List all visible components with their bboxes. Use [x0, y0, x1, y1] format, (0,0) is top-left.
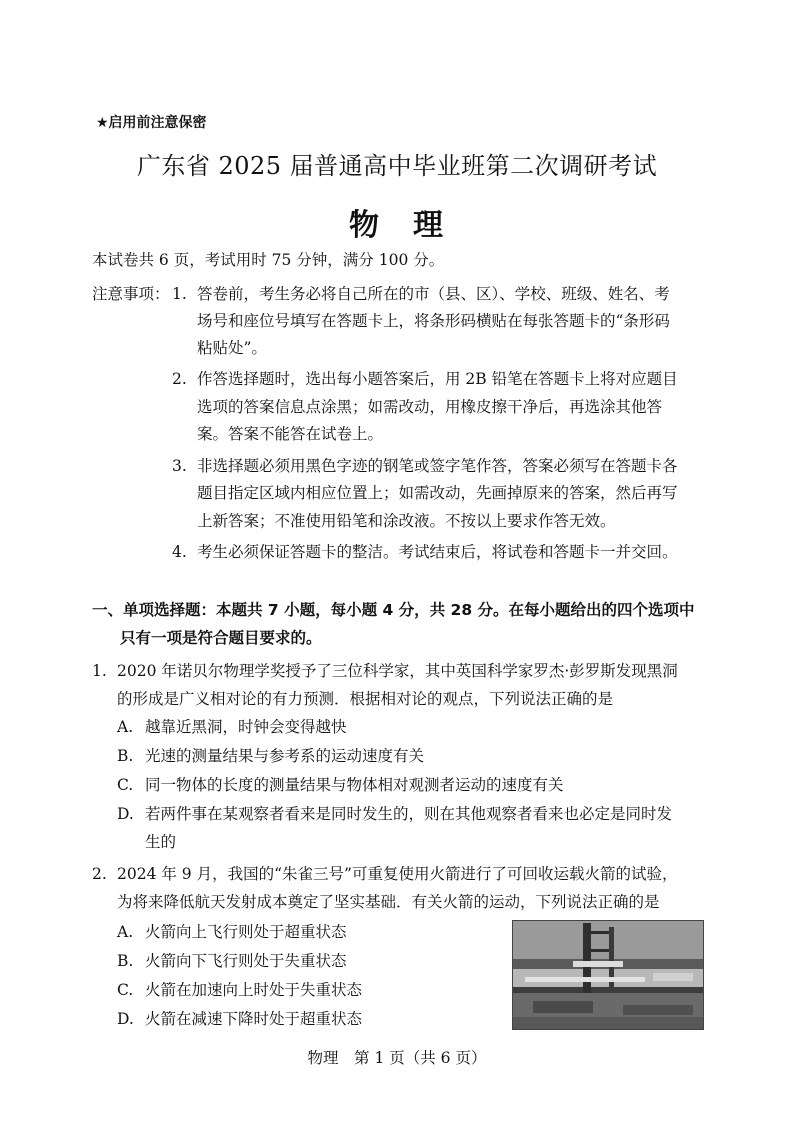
question-stem: 为将来降低航天发射成本奠定了坚实基础．有关火箭的运动，下列说法正确的是	[117, 893, 660, 911]
question-number: 1.	[92, 662, 107, 680]
option-label: A.	[117, 923, 134, 941]
option-label: D.	[117, 805, 134, 823]
exam-intro: 本试卷共 6 页，考试用时 75 分钟，满分 100 分。	[92, 251, 445, 269]
notice-line: 考生必须保证答题卡的整洁。考试结束后，将试卷和答题卡一并交回。	[197, 543, 678, 561]
question-stem: 2024 年 9 月，我国的“朱雀三号”可重复使用火箭进行了可回收运载火箭的试验，	[117, 865, 678, 883]
notice-number: 4.	[172, 543, 187, 561]
exam-title: 广东省 2025 届普通高中毕业班第二次调研考试	[136, 152, 658, 180]
option-text: 火箭向上飞行则处于超重状态	[145, 923, 347, 941]
notice-line: 上新答案；不准使用铅笔和涂改液。不按以上要求作答无效。	[197, 512, 616, 530]
notice-label: 注意事项：	[92, 285, 170, 303]
rocket-photo-graphic	[513, 921, 703, 1029]
option-label: B.	[117, 747, 134, 765]
notice-line: 场号和座位号填写在答题卡上，将条形码横贴在每张答题卡的“条形码	[197, 312, 670, 330]
notice-line: 粘贴处”。	[197, 339, 267, 357]
option-text-cont: 生的	[145, 833, 177, 851]
notice-line: 选项的答案信息点涂黑；如需改动，用橡皮擦干净后，再选涂其他答	[197, 398, 663, 416]
option-text: 光速的测量结果与参考系的运动速度有关	[145, 747, 425, 765]
notice-number: 2.	[172, 370, 187, 388]
option-label: A.	[117, 718, 134, 736]
notice-number: 3.	[172, 457, 187, 475]
option-label: C.	[117, 776, 134, 794]
option-label: C.	[117, 981, 134, 999]
option-text: 同一物体的长度的测量结果与物体相对观测者运动的速度有关	[145, 776, 564, 794]
subject-title: 物 理	[349, 208, 445, 243]
section-heading: 一、单项选择题：本题共 7 小题，每小题 4 分，共 28 分。在每小题给出的四个选项中	[92, 601, 695, 619]
page-footer: 物理 第 1 页（共 6 页）	[307, 1049, 487, 1067]
option-label: B.	[117, 952, 134, 970]
option-text: 若两件事在某观察者看来是同时发生的，则在其他观察者看来也必定是同时发	[145, 805, 673, 823]
option-text: 火箭在加速向上时处于失重状态	[145, 981, 363, 999]
option-text: 越靠近黑洞，时钟会变得越快	[145, 718, 347, 736]
notice-number: 1.	[172, 285, 187, 303]
rocket-launch-photo	[512, 920, 704, 1030]
option-text: 火箭向下飞行则处于失重状态	[145, 952, 347, 970]
section-heading-cont: 只有一项是符合题目要求的。	[120, 629, 322, 647]
question-stem: 2020 年诺贝尔物理学奖授予了三位科学家，其中英国科学家罗杰·彭罗斯发现黑洞	[117, 662, 678, 680]
option-text: 火箭在减速下降时处于超重状态	[145, 1010, 363, 1028]
option-label: D.	[117, 1010, 134, 1028]
notice-line: 答卷前，考生务必将自己所在的市（县、区）、学校、班级、姓名、考	[197, 285, 670, 303]
notice-line: 题目指定区域内相应位置上；如需改动，先画掉原来的答案，然后再写	[197, 484, 678, 502]
notice-line: 案。答案不能答在试卷上。	[197, 425, 384, 443]
confidential-notice: ★启用前注意保密	[96, 115, 207, 131]
notice-line: 非选择题必须用黑色字迹的钢笔或签字笔作答，答案必须写在答题卡各	[197, 457, 678, 475]
question-stem: 的形成是广义相对论的有力预测．根据相对论的观点，下列说法正确的是	[117, 690, 614, 708]
question-number: 2.	[92, 865, 107, 883]
notice-line: 作答选择题时，选出每小题答案后，用 2B 铅笔在答题卡上将对应题目	[197, 370, 678, 388]
